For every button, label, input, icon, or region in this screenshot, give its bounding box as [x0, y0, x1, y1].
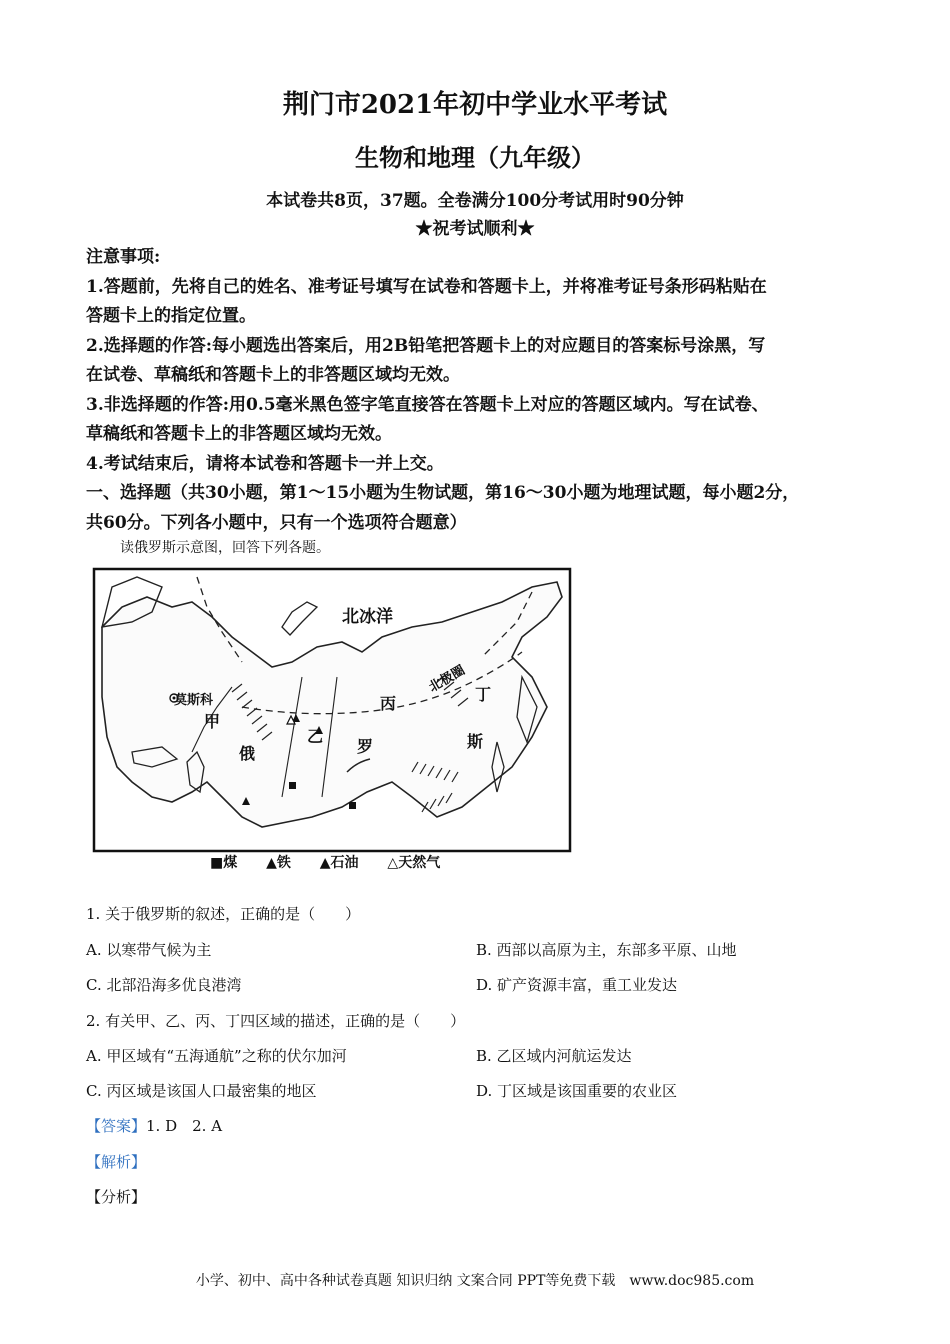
notes-section	[86, 243, 886, 538]
map-label-e: 俄	[239, 744, 256, 763]
notes-line: 2.选择题的作答:每小题选出答案后，用2B铅笔把答题卡上的对应题目的答案标号涂黑，写	[86, 335, 766, 356]
question-2-option-b: B. 乙区域内河航运发达	[476, 1047, 632, 1065]
legend-gas: △天然气	[387, 855, 441, 871]
map-label-arctic: 北极圈	[426, 662, 468, 696]
answer-line	[86, 1115, 222, 1136]
exam-subtitle: 生物和地理（九年级）	[355, 143, 595, 172]
exam-wish: ★祝考试顺利★	[415, 219, 535, 239]
page-footer: 小学、初中、高中各种试卷真题 知识归纳 文案合同 PPT等免费下载 www.doc985.com	[195, 1273, 755, 1289]
answer-tag: 【答案】	[86, 1117, 147, 1135]
question-2-option-a: A. 甲区域有“五海通航”之称的伏尔加河	[86, 1047, 347, 1065]
map-label-luo: 罗	[357, 737, 374, 756]
notes-line: 在试卷、草稿纸和答题卡上的非答题区域均无效。	[86, 365, 460, 385]
russia-map	[92, 567, 572, 857]
notes-line: 共60分。下列各小题中，只有一个选项符合题意）	[86, 512, 467, 533]
question-1-option-b: B. 西部以高原为主，东部多平原、山地	[476, 941, 737, 959]
notes-line: 草稿纸和答题卡上的非答题区域均无效。	[86, 424, 392, 444]
exam-title: 荆门市2021年初中学业水平考试	[282, 90, 668, 120]
legend-iron: ▲铁	[266, 855, 291, 871]
notes-line: 答题卡上的指定位置。	[86, 306, 256, 326]
map-label-jia: 甲	[204, 712, 221, 731]
legend-oil: ▲石油	[319, 855, 359, 871]
question-1-stem: 1. 关于俄罗斯的叙述，正确的是（ ）	[86, 905, 361, 923]
map-legend	[210, 852, 464, 872]
exam-info: 本试卷共8页，37题。全卷满分100分考试用时90分钟	[266, 191, 684, 211]
map-label-si: 斯	[467, 732, 484, 751]
map-label-yi: 乙	[307, 727, 324, 746]
question-1-option-a: A. 以寒带气候为主	[86, 941, 212, 959]
map-label-bing: 丙	[380, 694, 397, 713]
analysis-tag: 【解析】	[86, 1153, 147, 1171]
notes-line: 4.考试结束后，请将本试卷和答题卡一并上交。	[86, 453, 444, 474]
notes-line: 3.非选择题的作答:用0.5毫米黑色签字笔直接答在答题卡上对应的答题区域内。写在试卷、	[86, 394, 769, 415]
question-1-option-c: C. 北部沿海多优良港湾	[86, 976, 242, 994]
map-label-ding: 丁	[475, 685, 492, 704]
legend-coal: ■煤	[210, 855, 238, 871]
question-2-stem: 2. 有关甲、乙、丙、丁四区域的描述，正确的是（ ）	[86, 1012, 466, 1030]
fenxi-tag: 【分析】	[86, 1188, 147, 1206]
question-intro: 读俄罗斯示意图，回答下列各题。	[120, 540, 330, 556]
map-label-moscow: 莫斯科	[174, 693, 214, 708]
answer-text: 1. D 2. A	[146, 1117, 223, 1135]
question-2-option-c: C. 丙区域是该国人口最密集的地区	[86, 1082, 317, 1100]
question-2-option-d: D. 丁区域是该国重要的农业区	[476, 1082, 678, 1100]
question-1-option-d: D. 矿产资源丰富，重工业发达	[476, 976, 678, 994]
map-label-ocean: 北冰洋	[342, 607, 393, 627]
notes-line: 1.答题前，先将自己的姓名、准考证号填写在试卷和答题卡上，并将准考证号条形码粘贴在	[86, 276, 767, 297]
coal-symbol	[349, 802, 356, 809]
notes-line: 一、选择题（共30小题，第1～15小题为生物试题，第16～30小题为地理试题，每小题2分，	[86, 483, 800, 503]
notes-heading: 注意事项:	[86, 247, 161, 267]
coal-symbol	[289, 782, 296, 789]
